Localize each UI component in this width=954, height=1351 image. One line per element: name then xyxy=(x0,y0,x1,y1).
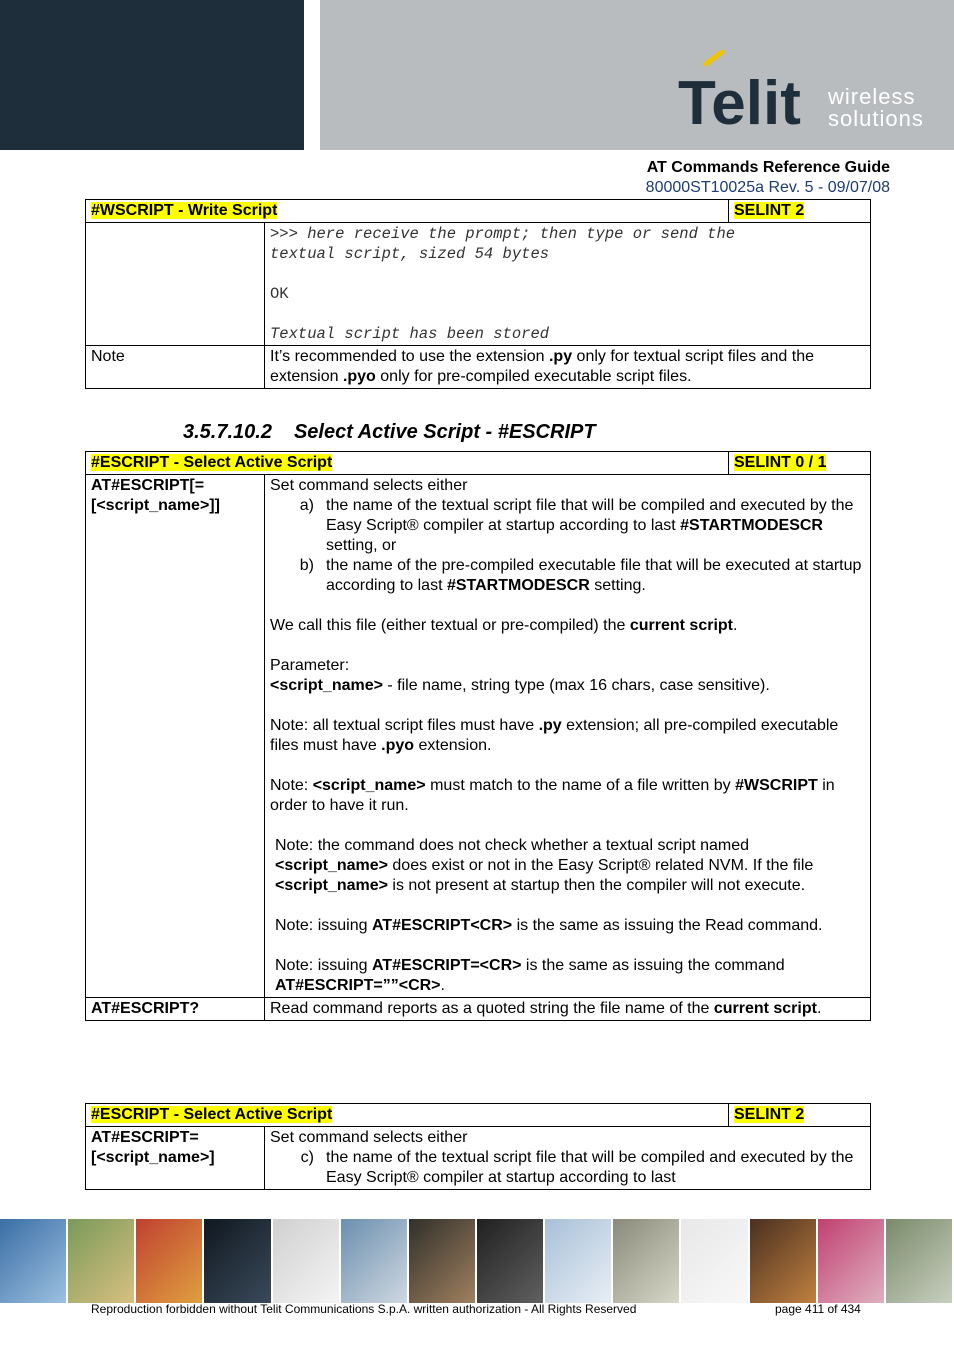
escript-title-cell xyxy=(86,452,729,475)
wscript-selint-cell xyxy=(729,200,871,223)
footer-copyright: Reproduction forbidden without Telit Communications S.p.A. written authorization - All Rights Reserved xyxy=(91,1302,637,1316)
footer-photo xyxy=(341,1219,407,1303)
escript2-selint-cell xyxy=(729,1104,871,1127)
footer-page-number: page 411 of 434 xyxy=(775,1302,861,1316)
escript-read-desc: Read command reports as a quoted string the file name of the current script. xyxy=(265,998,871,1021)
logo-line2: solutions xyxy=(828,106,924,131)
escript-item-b: b) the name of the pre-compiled executable file that will be executed at startup according to last #STARTMODESCR setting. xyxy=(299,557,862,594)
escript2-item-c: c) the name of the textual script file that will be compiled and executed by the Easy Script® compiler at startup according to last xyxy=(300,1149,854,1186)
wscript-title: #WSCRIPT - Write Script xyxy=(91,202,278,219)
footer-photo xyxy=(409,1219,475,1303)
escript2-title-cell xyxy=(86,1104,729,1127)
footer-photo xyxy=(204,1219,270,1303)
wscript-note-text: It’s recommended to use the extension .py only for textual script files and the extension .pyo only for pre-compiled executable script files. xyxy=(265,346,871,389)
footer-photo xyxy=(818,1219,884,1303)
section-number: 3.5.7.10.2 xyxy=(183,421,272,443)
example-ok: OK xyxy=(270,285,289,303)
wscript-example-left xyxy=(86,223,265,346)
footer-photo xyxy=(545,1219,611,1303)
footer-photo xyxy=(477,1219,543,1303)
wscript-example-cell xyxy=(265,223,871,346)
escript-item-a: a) the name of the textual script file that will be compiled and executed by the Easy Script® compiler at startup according to last #STARTMODESCR setting, or xyxy=(299,497,854,554)
logo-main-text: Telit xyxy=(678,69,801,135)
section-title: Select Active Script - #ESCRIPT xyxy=(293,421,596,443)
footer-photo xyxy=(886,1219,952,1303)
escript-table-selint2 xyxy=(85,1103,871,1190)
section-heading xyxy=(183,421,596,444)
wscript-note-label: Note xyxy=(86,346,265,389)
footer-photo xyxy=(136,1219,202,1303)
example-line2: textual script, sized 54 bytes xyxy=(270,245,550,263)
telit-logo xyxy=(676,50,936,135)
escript-note2: Note: <script_name> must match to the name of a file written by #WSCRIPT in order to have it run. xyxy=(270,777,835,814)
escript-note5: Note: issuing AT#ESCRIPT=<CR> is the same as issuing the command AT#ESCRIPT=””<CR>. xyxy=(275,957,785,994)
escript-set-desc xyxy=(265,475,871,998)
footer-photo xyxy=(273,1219,339,1303)
footer-photo xyxy=(68,1219,134,1303)
escript2-intro: Set command selects either xyxy=(270,1129,468,1146)
header-dark-panel xyxy=(0,0,304,150)
escript2-selint: SELINT 2 xyxy=(734,1106,805,1123)
wscript-table xyxy=(85,199,871,389)
escript-current-script-def: We call this file (either textual or pre-compiled) the current script. xyxy=(270,617,738,634)
escript2-set-cmd: AT#ESCRIPT= [<script_name>] xyxy=(86,1127,265,1190)
example-line1: >>> here receive the prompt; then type or send the xyxy=(270,225,736,243)
escript-note1: Note: all textual script files must have .py extension; all pre-compiled executable files must have .pyo extension. xyxy=(270,717,839,754)
escript-selint-cell xyxy=(729,452,871,475)
escript-param: <script_name> - file name, string type (max 16 chars, case sensitive). xyxy=(270,677,770,694)
wscript-selint: SELINT 2 xyxy=(734,202,805,219)
escript-note4: Note: issuing AT#ESCRIPT<CR> is the same as issuing the Read command. xyxy=(275,917,823,934)
logo-line1: wireless xyxy=(828,84,916,109)
wscript-title-cell xyxy=(86,200,729,223)
example-stored: Textual script has been stored xyxy=(270,325,550,343)
escript-param-label: Parameter: xyxy=(270,657,350,674)
escript2-title: #ESCRIPT - Select Active Script xyxy=(91,1106,333,1123)
escript-intro: Set command selects either xyxy=(270,477,468,494)
escript-table-selint01 xyxy=(85,451,871,1021)
footer-photo-strip xyxy=(0,1219,954,1303)
footer-photo xyxy=(681,1219,747,1303)
escript-selint: SELINT 0 / 1 xyxy=(734,454,827,471)
footer-photo xyxy=(613,1219,679,1303)
escript-note3: Note: the command does not check whether a textual script named <script_name> does exist or not in the Easy Script® related NVM. If the file <script_name> is not present at startup then the compiler will not execute. xyxy=(275,837,814,894)
escript-set-cmd: AT#ESCRIPT[= [<script_name>]] xyxy=(86,475,265,998)
doc-title: AT Commands Reference Guide xyxy=(646,159,890,176)
escript-title: #ESCRIPT - Select Active Script xyxy=(91,454,333,471)
doc-subtitle: 80000ST10025a Rev. 5 - 09/07/08 xyxy=(645,179,890,196)
footer-photo xyxy=(750,1219,816,1303)
escript2-set-desc xyxy=(265,1127,871,1190)
footer-photo xyxy=(0,1219,66,1303)
escript-read-cmd: AT#ESCRIPT? xyxy=(86,998,265,1021)
